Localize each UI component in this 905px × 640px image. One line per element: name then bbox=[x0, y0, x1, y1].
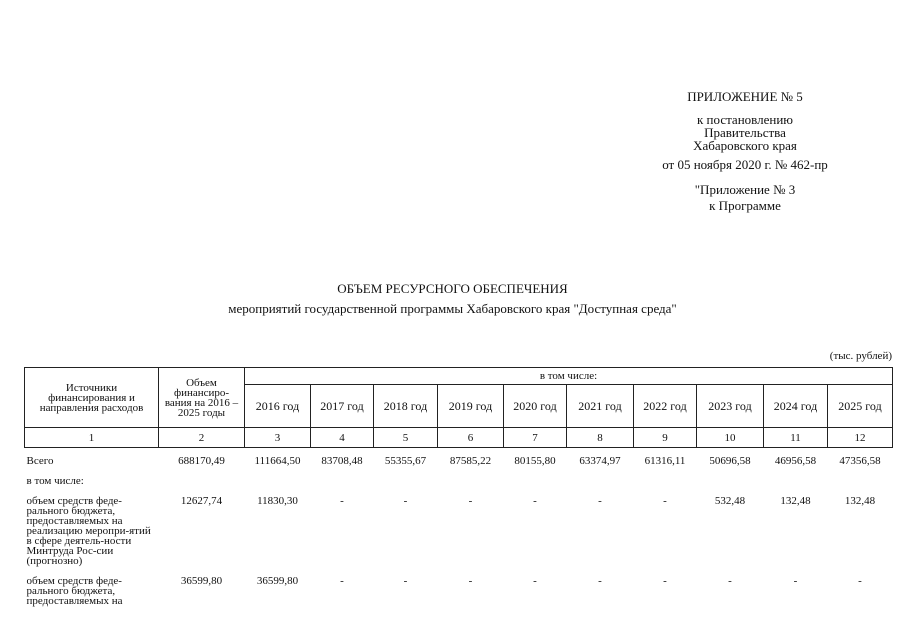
cell-value: - bbox=[728, 575, 732, 587]
appendix-line-1: к постановлению bbox=[696, 112, 794, 127]
column-number: 4 bbox=[311, 428, 374, 448]
header-year: 2024 год bbox=[764, 385, 828, 428]
cell-value: 111664,50 bbox=[254, 455, 301, 467]
header-year: 2020 год bbox=[504, 385, 567, 428]
appendix-date: от 05 ноября 2020 г. № 462-пр bbox=[662, 157, 828, 172]
cell-value: - bbox=[468, 575, 473, 587]
cell-value: - bbox=[663, 495, 667, 507]
cell-value: 36599,80 bbox=[180, 575, 223, 587]
column-number: 9 bbox=[634, 428, 697, 448]
header-including: в том числе: bbox=[245, 368, 893, 385]
row-name: объем средств феде-рального бюджета, предоставляемых на bbox=[26, 575, 123, 607]
column-number: 5 bbox=[374, 428, 438, 448]
table-row bbox=[25, 576, 893, 606]
cell-value: - bbox=[533, 575, 537, 587]
column-number: 11 bbox=[764, 428, 828, 448]
row-name: объем средств феде-рального бюджета, предоставляемых на реализацию меропри-ятий в сфере деятель-ности Минтруда Рос-сии (прогнозно) bbox=[26, 495, 151, 567]
cell-value bbox=[159, 476, 245, 496]
column-number: 12 bbox=[828, 428, 893, 448]
cell-value: 688170,49 bbox=[178, 455, 225, 467]
document-subtitle: мероприятий государственной программы Хабаровского края "Доступная среда" bbox=[228, 301, 677, 316]
column-number: 1 bbox=[25, 428, 159, 448]
column-number: 6 bbox=[438, 428, 504, 448]
header-year: 2019 год bbox=[438, 385, 504, 428]
cell-value: - bbox=[598, 575, 602, 587]
column-number: 2 bbox=[159, 428, 245, 448]
table-row bbox=[25, 496, 893, 576]
cell-value: 46956,58 bbox=[774, 455, 817, 467]
cell-value: - bbox=[793, 575, 798, 587]
header-source: Источники финансирования и направления расходов bbox=[25, 368, 159, 428]
cell-value: 532,48 bbox=[714, 495, 746, 507]
header-total: Объем финансиро-вания на 2016 – 2025 годы bbox=[159, 368, 245, 428]
cell-value bbox=[245, 476, 311, 496]
row-name: Всего bbox=[26, 455, 54, 467]
cell-value: 61316,11 bbox=[644, 455, 686, 467]
units-label: (тыс. рублей) bbox=[829, 350, 892, 362]
cell-value: 11830,30 bbox=[257, 495, 298, 507]
header-year: 2021 год bbox=[567, 385, 634, 428]
table-row-total bbox=[25, 448, 893, 477]
cell-value: 55355,67 bbox=[384, 455, 427, 467]
appendix-line-3: Хабаровского края bbox=[693, 138, 797, 153]
cell-value: 83708,48 bbox=[321, 455, 363, 467]
cell-value: - bbox=[533, 495, 537, 507]
cell-value: - bbox=[468, 495, 473, 507]
cell-value: - bbox=[340, 495, 344, 507]
header-year: 2023 год bbox=[697, 385, 764, 428]
cell-value bbox=[438, 476, 504, 496]
cell-value: 132,48 bbox=[844, 495, 876, 507]
cell-value: 47356,58 bbox=[839, 455, 881, 467]
header-year: 2017 год bbox=[311, 385, 374, 428]
document-title: ОБЪЕМ РЕСУРСНОГО ОБЕСПЕЧЕНИЯ bbox=[337, 281, 568, 296]
appendix-sub-title: "Приложение № 3 bbox=[694, 182, 796, 197]
cell-value: - bbox=[663, 575, 667, 587]
table-row-including bbox=[25, 476, 893, 496]
cell-value bbox=[828, 476, 893, 496]
cell-value bbox=[697, 476, 764, 496]
cell-value: - bbox=[403, 575, 408, 587]
column-number: 3 bbox=[245, 428, 311, 448]
cell-value: 36599,80 bbox=[256, 575, 299, 587]
header-year: 2018 год bbox=[374, 385, 438, 428]
cell-value: 132,48 bbox=[780, 495, 811, 507]
cell-value: 12627,74 bbox=[180, 495, 223, 507]
cell-value bbox=[311, 476, 374, 496]
cell-value: 63374,97 bbox=[579, 455, 621, 467]
column-number: 8 bbox=[567, 428, 634, 448]
appendix-sub-line: к Программе bbox=[709, 198, 781, 213]
cell-value: - bbox=[403, 495, 408, 507]
cell-value bbox=[567, 476, 634, 496]
cell-value: 87585,22 bbox=[449, 455, 492, 467]
cell-value: 50696,58 bbox=[709, 455, 751, 467]
resource-table bbox=[24, 367, 893, 606]
header-year: 2025 год bbox=[828, 385, 893, 428]
column-number: 10 bbox=[697, 428, 764, 448]
column-number: 7 bbox=[504, 428, 567, 448]
appendix-line-2: Правительства bbox=[704, 125, 786, 140]
cell-value: - bbox=[340, 575, 344, 587]
cell-value bbox=[374, 476, 438, 496]
cell-value bbox=[504, 476, 567, 496]
cell-value: - bbox=[858, 575, 862, 587]
cell-value: - bbox=[598, 495, 602, 507]
cell-value: 80155,80 bbox=[514, 455, 556, 467]
cell-value bbox=[764, 476, 828, 496]
cell-value bbox=[634, 476, 697, 496]
appendix-header bbox=[640, 90, 850, 212]
row-name: в том числе: bbox=[26, 475, 84, 487]
header-year: 2022 год bbox=[634, 385, 697, 428]
appendix-title: ПРИЛОЖЕНИЕ № 5 bbox=[687, 89, 803, 104]
header-year: 2016 год bbox=[245, 385, 311, 428]
